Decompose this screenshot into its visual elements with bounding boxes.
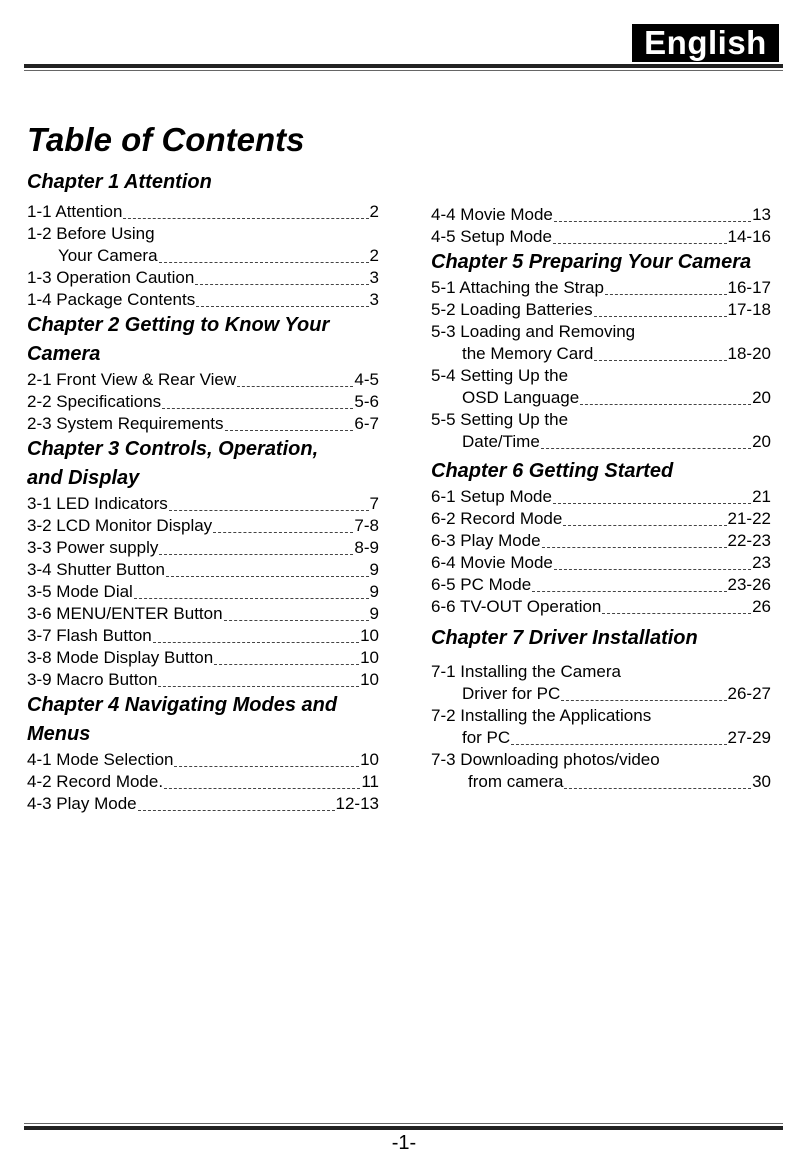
entry-page: 23-26 xyxy=(727,575,771,594)
header-rule-thin xyxy=(24,70,783,71)
entry-label: 3-8 Mode Display Button xyxy=(27,648,214,667)
entry-page: 20 xyxy=(752,388,771,407)
toc-entry-3-5[interactable] xyxy=(27,581,379,603)
dotted-leader xyxy=(196,306,368,307)
toc-entry-4-3[interactable] xyxy=(27,793,379,815)
dotted-leader xyxy=(554,569,751,570)
toc-entry-1-3[interactable] xyxy=(27,267,379,289)
dotted-leader xyxy=(237,386,353,387)
toc-entry-3-7[interactable] xyxy=(27,625,379,647)
toc-entry-3-1[interactable] xyxy=(27,493,379,515)
dotted-leader xyxy=(224,620,369,621)
toc-entry-4-4[interactable] xyxy=(431,204,771,226)
entry-page: 14-16 xyxy=(727,227,771,246)
toc-entry-6-1[interactable] xyxy=(431,486,771,508)
toc-entry-2-3[interactable] xyxy=(27,413,379,435)
entry-page: 17-18 xyxy=(727,300,771,319)
entry-label: Your Camera xyxy=(58,246,158,265)
toc-entry-6-2[interactable] xyxy=(431,508,771,530)
entry-page: 7-8 xyxy=(354,516,379,535)
entry-page: 20 xyxy=(752,432,771,451)
chapter-5-heading: Chapter 5 Preparing Your Camera xyxy=(431,251,752,273)
dotted-leader xyxy=(195,284,368,285)
entry-label: 6-3 Play Mode xyxy=(431,531,541,550)
entry-label: 4-4 Movie Mode xyxy=(431,205,553,224)
entry-label: for PC xyxy=(462,728,511,747)
dotted-leader xyxy=(561,700,726,701)
dotted-leader xyxy=(123,218,368,219)
entry-page: 21 xyxy=(752,487,771,506)
entry-page: 26 xyxy=(752,597,771,616)
dotted-leader xyxy=(563,525,726,526)
toc-entry-5-2[interactable] xyxy=(431,299,771,321)
entry-label: 5-2 Loading Batteries xyxy=(431,300,593,319)
entry-label: 5-1 Attaching the Strap xyxy=(431,278,604,297)
entry-page: 11 xyxy=(361,772,379,791)
chapter-2-heading-line2: Camera xyxy=(27,343,101,365)
toc-entry-6-4[interactable] xyxy=(431,552,771,574)
chapter-4-continued-entries xyxy=(431,204,771,248)
entry-page: 8-9 xyxy=(354,538,379,557)
dotted-leader xyxy=(564,788,751,789)
toc-entry-7-1[interactable] xyxy=(431,683,771,705)
entry-label: 3-2 LCD Monitor Display xyxy=(27,516,213,535)
toc-entry-5-5[interactable] xyxy=(431,431,771,453)
chapter-2-heading: Chapter 2 Getting to Know Your xyxy=(27,314,330,336)
entry-label: 6-2 Record Mode xyxy=(431,509,563,528)
toc-entry-3-2[interactable] xyxy=(27,515,379,537)
toc-entry-4-1[interactable] xyxy=(27,749,379,771)
toc-entry-7-3[interactable] xyxy=(431,771,771,793)
language-badge: English xyxy=(632,24,779,62)
entry-page: 7 xyxy=(369,494,379,513)
chapter-4-entries xyxy=(27,749,379,815)
entry-page: 10 xyxy=(360,670,379,689)
entry-page: 9 xyxy=(369,582,379,601)
toc-entry-5-1[interactable] xyxy=(431,277,771,299)
entry-label: Driver for PC xyxy=(462,684,561,703)
entry-page: 10 xyxy=(360,648,379,667)
dotted-leader xyxy=(225,430,354,431)
toc-entry-2-2[interactable] xyxy=(27,391,379,413)
toc-left-column xyxy=(27,168,379,815)
entry-page: 21-22 xyxy=(727,509,771,528)
entry-label: 3-1 LED Indicators xyxy=(27,494,168,513)
dotted-leader xyxy=(138,810,335,811)
entry-page: 27-29 xyxy=(727,728,771,747)
dotted-leader xyxy=(213,532,353,533)
entry-page: 3 xyxy=(369,268,379,287)
dotted-leader xyxy=(134,598,369,599)
entry-label-line1: 5-3 Loading and Removing xyxy=(431,322,636,341)
entry-label: 3-4 Shutter Button xyxy=(27,560,165,579)
entry-label-line1: 7-1 Installing the Camera xyxy=(431,662,621,681)
entry-label: 4-3 Play Mode xyxy=(27,794,137,813)
entry-page: 9 xyxy=(369,604,379,623)
entry-label: 3-7 Flash Button xyxy=(27,626,152,645)
dotted-leader xyxy=(602,613,751,614)
entry-page: 10 xyxy=(360,626,379,645)
chapter-2-entries xyxy=(27,369,379,435)
chapter-3-heading: Chapter 3 Controls, Operation, xyxy=(27,438,319,460)
entry-page: 18-20 xyxy=(727,344,771,363)
chapter-4-heading-line2: Menus xyxy=(27,723,91,745)
toc-entry-1-1[interactable] xyxy=(27,201,379,223)
entry-label: 2-1 Front View & Rear View xyxy=(27,370,237,389)
dotted-leader xyxy=(554,221,751,222)
entry-label: 2-2 Specifications xyxy=(27,392,162,411)
dotted-leader xyxy=(553,503,751,504)
toc-entry-3-6[interactable] xyxy=(27,603,379,625)
toc-entry-3-9[interactable] xyxy=(27,669,379,691)
entry-label: 3-9 Macro Button xyxy=(27,670,158,689)
entry-page: 5-6 xyxy=(354,392,379,411)
dotted-leader xyxy=(166,576,369,577)
entry-page: 26-27 xyxy=(727,684,771,703)
dotted-leader xyxy=(169,510,369,511)
entry-page: 2 xyxy=(369,246,379,265)
dotted-leader xyxy=(542,547,727,548)
chapter-7-entries xyxy=(431,661,771,793)
entry-label: 1-3 Operation Caution xyxy=(27,268,195,287)
chapter-3-entries xyxy=(27,493,379,691)
entry-page: 4-5 xyxy=(354,370,379,389)
entry-page: 10 xyxy=(360,750,379,769)
footer-rule-thin xyxy=(24,1123,783,1124)
entry-label: 4-5 Setup Mode xyxy=(431,227,552,246)
toc-entry-6-3[interactable] xyxy=(431,530,771,552)
entry-page: 13 xyxy=(752,205,771,224)
dotted-leader xyxy=(511,744,726,745)
dotted-leader xyxy=(580,404,751,405)
toc-entry-3-8[interactable] xyxy=(27,647,379,669)
entry-label: 3-6 MENU/ENTER Button xyxy=(27,604,223,623)
toc-right-column xyxy=(431,168,771,793)
chapter-4-heading: Chapter 4 Navigating Modes and xyxy=(27,694,338,716)
toc-entry-6-5[interactable] xyxy=(431,574,771,596)
entry-label: 6-6 TV-OUT Operation xyxy=(431,597,602,616)
chapter-7-heading: Chapter 7 Driver Installation xyxy=(431,627,698,649)
entry-label: Date/Time xyxy=(462,432,540,451)
entry-page: 12-13 xyxy=(335,794,379,813)
entry-page: 16-17 xyxy=(727,278,771,297)
entry-page: 6-7 xyxy=(354,414,379,433)
toc-entry-3-4[interactable] xyxy=(27,559,379,581)
dotted-leader xyxy=(605,294,727,295)
entry-page: 22-23 xyxy=(727,531,771,550)
entry-label: 4-1 Mode Selection xyxy=(27,750,174,769)
toc-entry-5-4[interactable] xyxy=(431,387,771,409)
page-title: Table of Contents xyxy=(27,121,305,158)
chapter-1-entries xyxy=(27,201,379,311)
dotted-leader xyxy=(553,243,727,244)
toc-entry-5-3[interactable] xyxy=(431,343,771,365)
entry-page: 3 xyxy=(369,290,379,309)
entry-label: from camera xyxy=(468,772,564,791)
page-number: -1- xyxy=(391,1132,417,1154)
dotted-leader xyxy=(153,642,359,643)
chapter-6-heading: Chapter 6 Getting Started xyxy=(431,460,674,482)
toc-entry-3-3[interactable] xyxy=(27,537,379,559)
entry-page: 9 xyxy=(369,560,379,579)
toc-entry-6-6[interactable] xyxy=(431,596,771,618)
entry-label: 6-5 PC Mode xyxy=(431,575,532,594)
entry-label: OSD Language xyxy=(462,388,580,407)
dotted-leader xyxy=(162,408,353,409)
toc-entry-1-2[interactable] xyxy=(27,245,379,267)
entry-label: 2-3 System Requirements xyxy=(27,414,224,433)
toc-entry-2-1[interactable] xyxy=(27,369,379,391)
dotted-leader xyxy=(594,316,727,317)
entry-label: 6-4 Movie Mode xyxy=(431,553,553,572)
entry-page: 30 xyxy=(752,772,771,791)
entry-label: 1-1 Attention xyxy=(27,202,123,221)
entry-label-line1: 7-2 Installing the Applications xyxy=(431,706,652,725)
entry-label-line1: 1-2 Before Using xyxy=(27,224,155,243)
entry-label-line1: 5-5 Setting Up the xyxy=(431,410,569,429)
toc-entry-4-2[interactable] xyxy=(27,771,379,793)
chapter-3-heading-line2: and Display xyxy=(27,467,140,489)
chapter-5-entries xyxy=(431,277,771,453)
dotted-leader xyxy=(159,554,353,555)
entry-label: 4-2 Record Mode. xyxy=(27,772,164,791)
chapter-1-heading: Chapter 1 Attention xyxy=(27,171,212,193)
entry-label-line1: 5-4 Setting Up the xyxy=(431,366,569,385)
entry-label: 6-1 Setup Mode xyxy=(431,487,552,506)
chapter-6-entries xyxy=(431,486,771,618)
toc-entry-7-2[interactable] xyxy=(431,727,771,749)
dotted-leader xyxy=(158,686,359,687)
toc-entry-1-4[interactable] xyxy=(27,289,379,311)
entry-label: 3-5 Mode Dial xyxy=(27,582,133,601)
entry-label: 3-3 Power supply xyxy=(27,538,159,557)
entry-label: the Memory Card xyxy=(462,344,594,363)
dotted-leader xyxy=(214,664,359,665)
entry-label-line1: 7-3 Downloading photos/video xyxy=(431,750,660,769)
dotted-leader xyxy=(174,766,359,767)
entry-page: 23 xyxy=(752,553,771,572)
dotted-leader xyxy=(532,591,726,592)
dotted-leader xyxy=(594,360,726,361)
dotted-leader xyxy=(541,448,751,449)
header-rule-thick xyxy=(24,64,783,68)
dotted-leader xyxy=(159,262,369,263)
entry-label: 1-4 Package Contents xyxy=(27,290,196,309)
toc-entry-4-5[interactable] xyxy=(431,226,771,248)
entry-page: 2 xyxy=(369,202,379,221)
dotted-leader xyxy=(164,788,360,789)
